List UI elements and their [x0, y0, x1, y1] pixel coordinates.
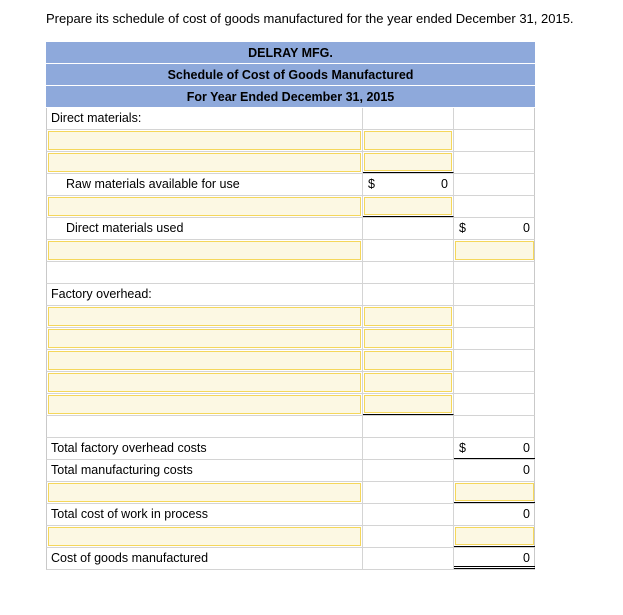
- raw-materials-available-label: Raw materials available for use: [47, 174, 363, 195]
- direct-materials-used-label: Direct materials used: [47, 218, 363, 239]
- overhead-item-4-amount-input[interactable]: [364, 373, 452, 392]
- dollar-sign: $: [459, 221, 466, 235]
- overhead-item-2-amount-input[interactable]: [364, 329, 452, 348]
- overhead-item-4-label-input[interactable]: [48, 373, 361, 392]
- total-cost-wip-value: 0: [523, 507, 530, 521]
- overhead-item-1-label-input[interactable]: [48, 307, 361, 326]
- total-manufacturing-costs-label: Total manufacturing costs: [47, 460, 363, 481]
- dollar-sign: $: [368, 177, 375, 191]
- table-row: [46, 306, 535, 328]
- less-ending-raw-materials-amount-input[interactable]: [364, 197, 452, 215]
- overhead-item-2-label-input[interactable]: [48, 329, 361, 348]
- beginning-wip-amount-input[interactable]: [455, 483, 534, 501]
- cost-of-goods-manufactured-label: Cost of goods manufactured: [47, 548, 363, 569]
- cost-of-goods-manufactured-value: 0: [523, 551, 530, 565]
- table-row: [46, 438, 535, 460]
- table-row: [46, 284, 535, 306]
- direct-labor-label-input[interactable]: [48, 241, 361, 260]
- schedule-title: Schedule of Cost of Goods Manufactured: [46, 64, 535, 86]
- table-row: [46, 262, 535, 284]
- factory-overhead-label: Factory overhead:: [47, 284, 363, 305]
- overhead-item-5-label-input[interactable]: [48, 395, 361, 414]
- overhead-item-5-amount-input[interactable]: [364, 395, 452, 413]
- beginning-wip-label-input[interactable]: [48, 483, 361, 502]
- direct-labor-amount-input[interactable]: [455, 241, 534, 260]
- table-row: [46, 328, 535, 350]
- ending-wip-label-input[interactable]: [48, 527, 361, 546]
- direct-materials-item-1-label-input[interactable]: [48, 131, 361, 150]
- overhead-item-3-label-input[interactable]: [48, 351, 361, 370]
- total-factory-overhead-label: Total factory overhead costs: [47, 438, 363, 459]
- direct-materials-label: Direct materials:: [47, 108, 363, 129]
- table-row: [46, 394, 535, 416]
- table-row: [46, 174, 535, 196]
- direct-materials-item-2-amount-input[interactable]: [364, 153, 452, 171]
- direct-materials-used-value: 0: [523, 221, 530, 235]
- table-row: [46, 196, 535, 218]
- raw-materials-available-value: 0: [441, 177, 448, 191]
- table-row: [46, 218, 535, 240]
- total-factory-overhead-value: 0: [523, 441, 530, 455]
- total-cost-wip-label: Total cost of work in process: [47, 504, 363, 525]
- overhead-item-3-amount-input[interactable]: [364, 351, 452, 370]
- table-row: [46, 482, 535, 504]
- schedule-table: [46, 42, 535, 570]
- company-name: DELRAY MFG.: [46, 42, 535, 64]
- ending-wip-amount-input[interactable]: [455, 527, 534, 545]
- table-row: [46, 108, 535, 130]
- less-ending-raw-materials-label-input[interactable]: [48, 197, 361, 216]
- total-manufacturing-costs-value: 0: [523, 463, 530, 477]
- table-row: [46, 240, 535, 262]
- schedule-period: For Year Ended December 31, 2015: [46, 86, 535, 108]
- table-row: [46, 130, 535, 152]
- table-row: [46, 526, 535, 548]
- table-row: [46, 504, 535, 526]
- table-row: [46, 372, 535, 394]
- dollar-sign: $: [459, 441, 466, 455]
- instruction-text: Prepare its schedule of cost of goods manufactured for the year ended December 31, 2015.: [46, 11, 574, 26]
- overhead-item-1-amount-input[interactable]: [364, 307, 452, 326]
- table-row: [46, 460, 535, 482]
- direct-materials-item-1-amount-input[interactable]: [364, 131, 452, 150]
- table-row: [46, 548, 535, 570]
- table-row: [46, 350, 535, 372]
- direct-materials-item-2-label-input[interactable]: [48, 153, 361, 172]
- table-row: [46, 152, 535, 174]
- table-row: [46, 416, 535, 438]
